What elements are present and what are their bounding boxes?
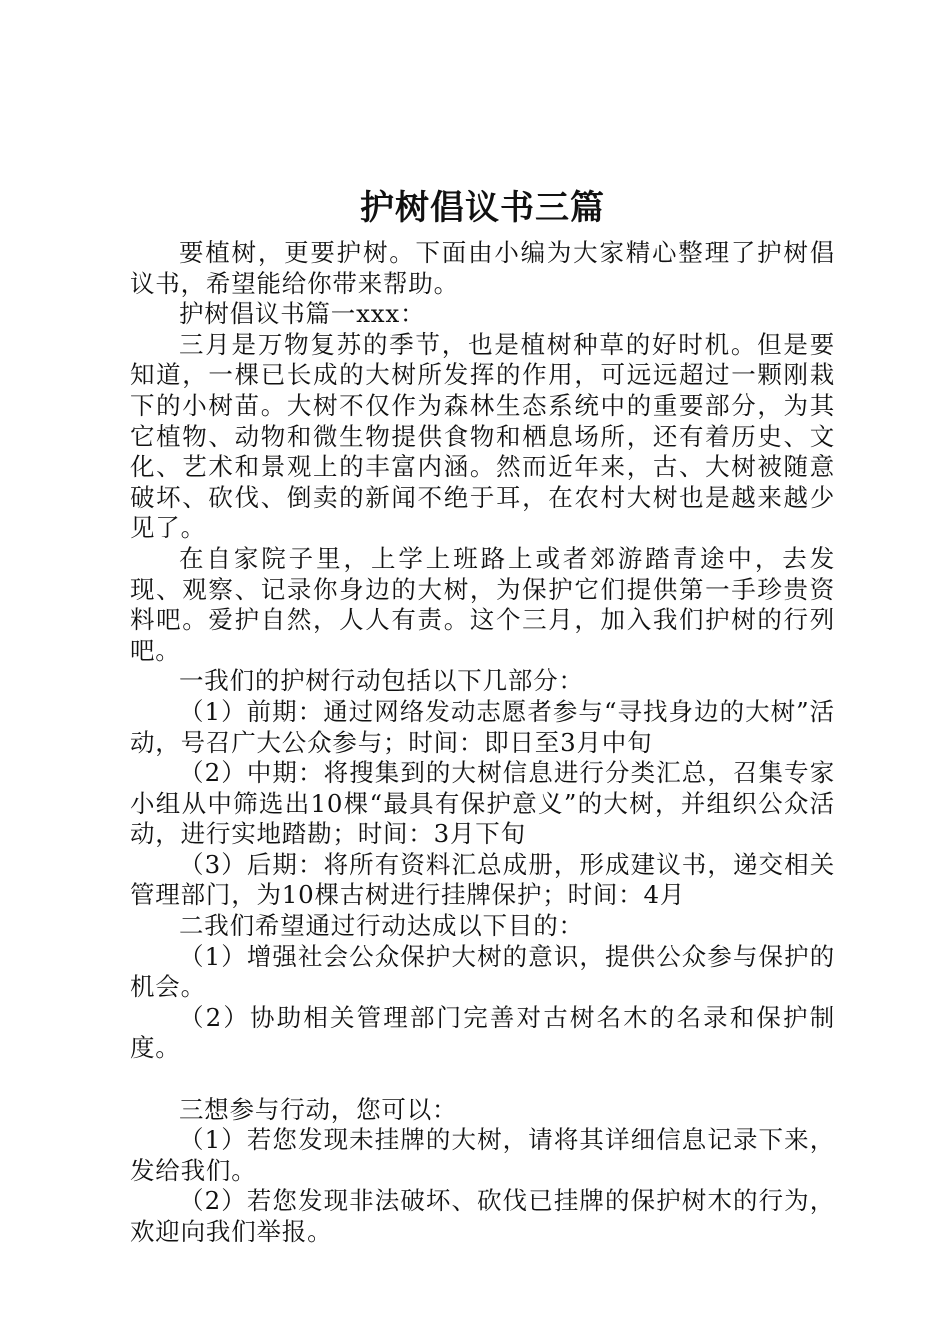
paragraph-list-item: （1）若您发现未挂牌的大树，请将其详细信息记录下来，发给我们。 <box>130 1125 835 1185</box>
paragraph-list-heading: 三想参与行动，您可以： <box>179 1094 458 1124</box>
paragraph-list-item: （1）前期：通过网络发动志愿者参与“寻找身边的大树”活动，号召广大公众参与；时间：即日至3月中旬 <box>130 696 835 757</box>
paragraph-body: 三月是万物复苏的季节，也是植树种草的好时机。但是要知道，一棵已长成的大树所发挥的作用，可远远超过一颗刚栽下的小树苗。大树不仅作为森林生态系统中的重要部分，为其它植物、动物和微生物提供食物和栖息场所，还有着历史、文化、艺术和景观上的丰富内涵。然而近年来，古、大树被随意破坏、砍伐、倒卖的新闻不绝于耳，在农村大树也是越来越少见了。 <box>130 329 835 543</box>
paragraph-list-item: （2）协助相关管理部门完善对古树名木的名录和保护制度。 <box>130 1002 835 1063</box>
paragraph-list-item: （2）中期：将搜集到的大树信息进行分类汇总，召集专家小组从中筛选出10棵“最具有保护意义”的大树，并组织公众活动，进行实地踏勘；时间：3月下旬 <box>130 758 835 849</box>
paragraph-intro: 要植树，更要护树。下面由小编为大家精心整理了护树倡议书，希望能给你带来帮助。 <box>130 238 835 298</box>
document-page <box>130 178 835 1248</box>
paragraph-list-item: （2）若您发现非法破坏、砍伐已挂牌的保护树木的行为，欢迎向我们举报。 <box>130 1186 835 1246</box>
document-title: 护树倡议书三篇 <box>360 188 605 228</box>
paragraph-list-item: （3）后期：将所有资料汇总成册，形成建议书，递交相关管理部门，为10棵古树进行挂牌保护；时间：4月 <box>130 849 835 910</box>
paragraph-list-item: （1）增强社会公众保护大树的意识，提供公众参与保护的机会。 <box>130 941 835 1002</box>
paragraph-list-heading: 一我们的护树行动包括以下几部分： <box>179 666 584 696</box>
paragraph-list-heading: 二我们希望通过行动达成以下目的： <box>179 911 584 941</box>
blank-line <box>130 1064 835 1095</box>
paragraph-body: 在自家院子里，上学上班路上或者郊游踏青途中，去发现、观察、记录你身边的大树，为保护它们提供第一手珍贵资料吧。爱护自然，人人有责。这个三月，加入我们护树的行列吧。 <box>130 543 835 665</box>
paragraph-section-heading: 护树倡议书篇一xxx： <box>179 299 426 329</box>
